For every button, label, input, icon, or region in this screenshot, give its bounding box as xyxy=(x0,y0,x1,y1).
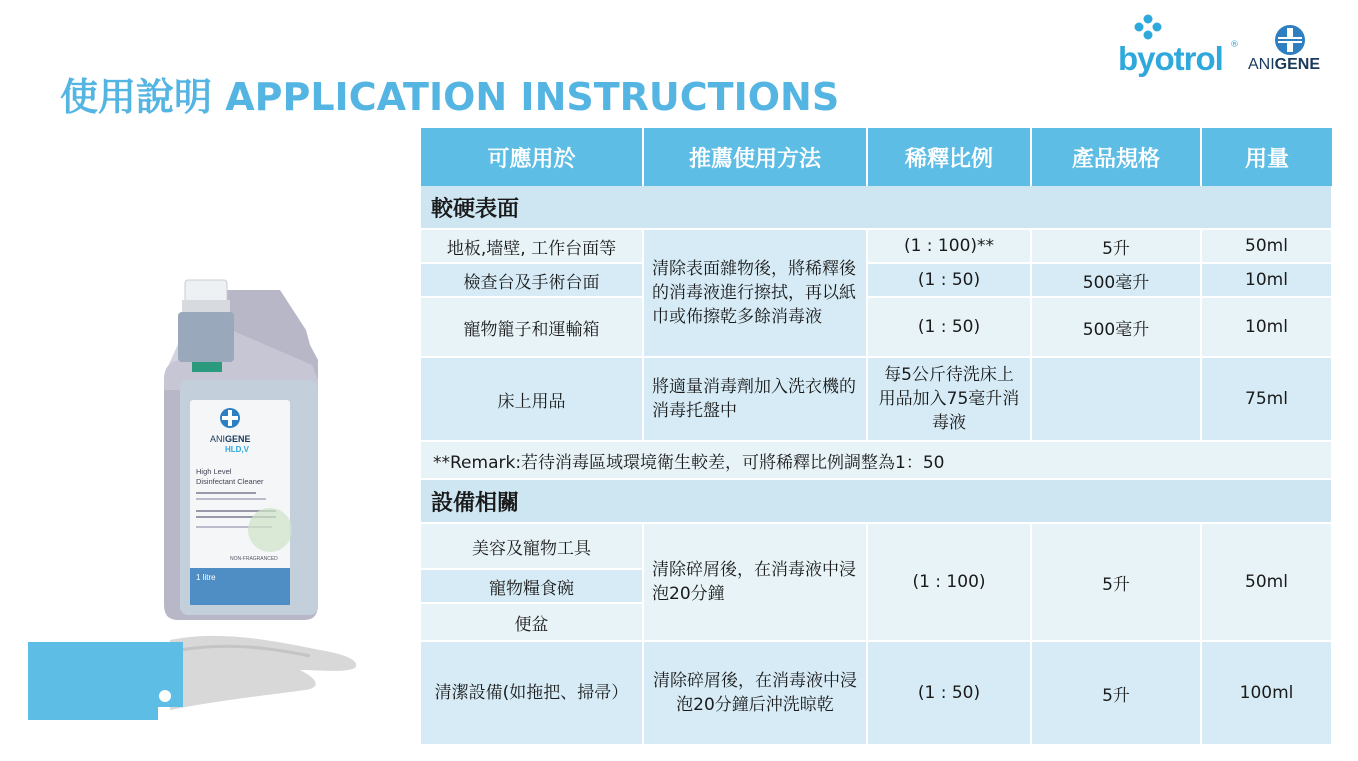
cell-application: 寵物籠子和運輸箱 xyxy=(421,297,643,357)
cell-dosage: 100ml xyxy=(1201,641,1332,745)
cell-size: 500毫升 xyxy=(1031,297,1201,357)
header-size: 產品規格 xyxy=(1031,128,1201,186)
section-row xyxy=(421,186,1332,229)
cell-size: 500毫升 xyxy=(1031,263,1201,297)
table-row xyxy=(421,297,1332,357)
table-row xyxy=(421,263,1332,297)
header-dilution: 稀釋比例 xyxy=(867,128,1031,186)
header-method: 推薦使用方法 xyxy=(643,128,867,186)
page-title: 使用說明 APPLICATION INSTRUCTIONS xyxy=(60,75,840,119)
header-dosage: 用量 xyxy=(1201,128,1332,186)
anigene-wordmark: ANIGENE xyxy=(1248,56,1321,73)
byotrol-wordmark: byotrol xyxy=(1118,40,1223,77)
remark-text: **Remark:若待消毒區域環境衛生較差，可將稀釋比例調整為1：50 xyxy=(421,441,1332,479)
cell-dilution: (1 : 50) xyxy=(867,641,1031,745)
hand-illustration xyxy=(28,636,356,720)
cell-dilution: (1 : 50) xyxy=(867,263,1031,297)
cell-application: 寵物糧食碗 xyxy=(421,569,643,603)
section-hard-surfaces: 較硬表面 xyxy=(421,186,1332,229)
cell-dosage: 75ml xyxy=(1201,357,1332,441)
remark-row xyxy=(421,441,1332,479)
cell-dosage: 50ml xyxy=(1201,523,1332,641)
cell-size: 5升 xyxy=(1031,641,1201,745)
cell-method: 清除表面雜物後，將稀釋後的消毒液進行擦拭，再以紙巾或佈擦乾多餘消毒液 xyxy=(643,229,867,357)
cell-dosage: 10ml xyxy=(1201,263,1332,297)
disinfectant-bottle xyxy=(164,280,318,620)
table-row xyxy=(421,641,1332,745)
cell-dilution: 每5公斤待洗床上用品加入75毫升消毒液 xyxy=(867,357,1031,441)
instructions-table xyxy=(421,128,1333,746)
header-application: 可應用於 xyxy=(421,128,643,186)
table-row xyxy=(421,523,1332,569)
cell-dilution: (1 : 100) xyxy=(867,523,1031,641)
section-equipment: 設備相關 xyxy=(421,479,1332,523)
cell-method: 清除碎屑後，在消毒液中浸泡20分鐘 xyxy=(643,523,867,641)
cell-size xyxy=(1031,357,1201,441)
cell-method: 將適量消毒劑加入洗衣機的消毒托盤中 xyxy=(643,357,867,441)
label-brand: ANIGENE xyxy=(210,434,251,444)
label-volume: 1 litre xyxy=(196,573,216,582)
cell-application: 清潔設備(如拖把、掃帚） xyxy=(421,641,643,745)
header-row xyxy=(421,128,1332,186)
label-badge: NON-FRAGRANCED xyxy=(230,556,278,562)
anigene-cross-icon xyxy=(1274,24,1306,56)
cell-application: 便盆 xyxy=(421,603,643,641)
section-row xyxy=(421,479,1332,523)
table-row xyxy=(421,229,1332,263)
cell-method: 清除碎屑後，在消毒液中浸泡20分鐘后沖洗晾乾 xyxy=(643,641,867,745)
cell-application: 地板,墻壁, 工作台面等 xyxy=(421,229,643,263)
cell-application: 檢查台及手術台面 xyxy=(421,263,643,297)
anigene-logo xyxy=(1248,24,1332,74)
label-sub: HLD,V xyxy=(225,445,249,454)
cell-size: 5升 xyxy=(1031,523,1201,641)
byotrol-registered-mark: ® xyxy=(1230,40,1239,50)
cell-application: 美容及寵物工具 xyxy=(421,523,643,569)
cell-dilution: (1 : 50) xyxy=(867,297,1031,357)
label-line2: Disinfectant Cleaner xyxy=(196,477,264,486)
product-illustration xyxy=(20,270,380,730)
cell-dosage: 50ml xyxy=(1201,229,1332,263)
label-line1: High Level xyxy=(196,467,232,476)
cell-dosage: 10ml xyxy=(1201,297,1332,357)
cell-application: 床上用品 xyxy=(421,357,643,441)
cell-size: 5升 xyxy=(1031,229,1201,263)
byotrol-logo xyxy=(1118,14,1238,78)
cell-dilution: (1 : 100)** xyxy=(867,229,1031,263)
table-row xyxy=(421,357,1332,441)
